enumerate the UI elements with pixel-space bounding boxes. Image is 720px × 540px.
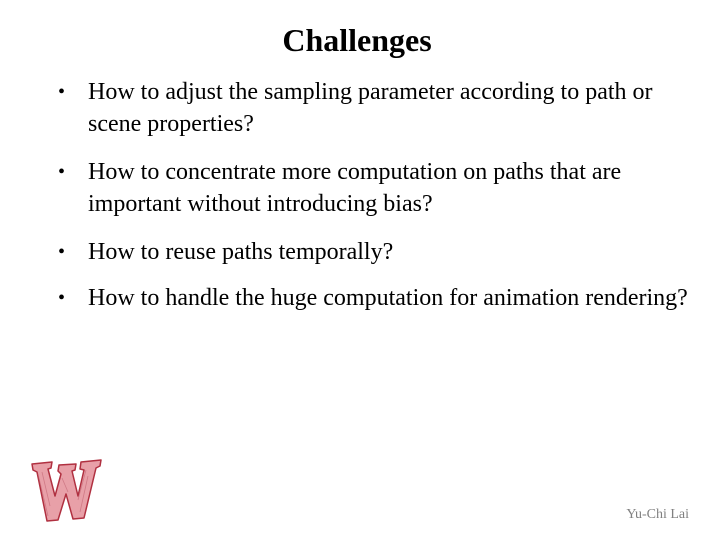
bullet-dot-icon: • xyxy=(58,241,66,263)
wisconsin-w-logo-icon xyxy=(28,456,104,524)
bullet-text: How to reuse paths temporally? xyxy=(88,239,394,265)
bullet-item xyxy=(58,236,688,268)
bullet-dot-icon: • xyxy=(58,161,66,183)
bullet-item xyxy=(58,156,688,220)
bullet-item xyxy=(58,282,688,314)
bullet-list xyxy=(58,76,688,330)
bullet-item xyxy=(58,76,688,140)
slide-title: Challenges xyxy=(282,22,432,58)
bullet-dot-icon: • xyxy=(58,81,66,103)
bullet-text: How to adjust the sampling parameter according to path or scene properties? xyxy=(88,79,653,137)
bullet-text: How to concentrate more computation on paths that are important without introducing bias? xyxy=(88,159,622,217)
bullet-dot-icon: • xyxy=(58,287,66,309)
author-name: Yu-Chi Lai xyxy=(626,507,689,522)
bullet-text: How to handle the huge computation for animation rendering? xyxy=(88,285,688,311)
